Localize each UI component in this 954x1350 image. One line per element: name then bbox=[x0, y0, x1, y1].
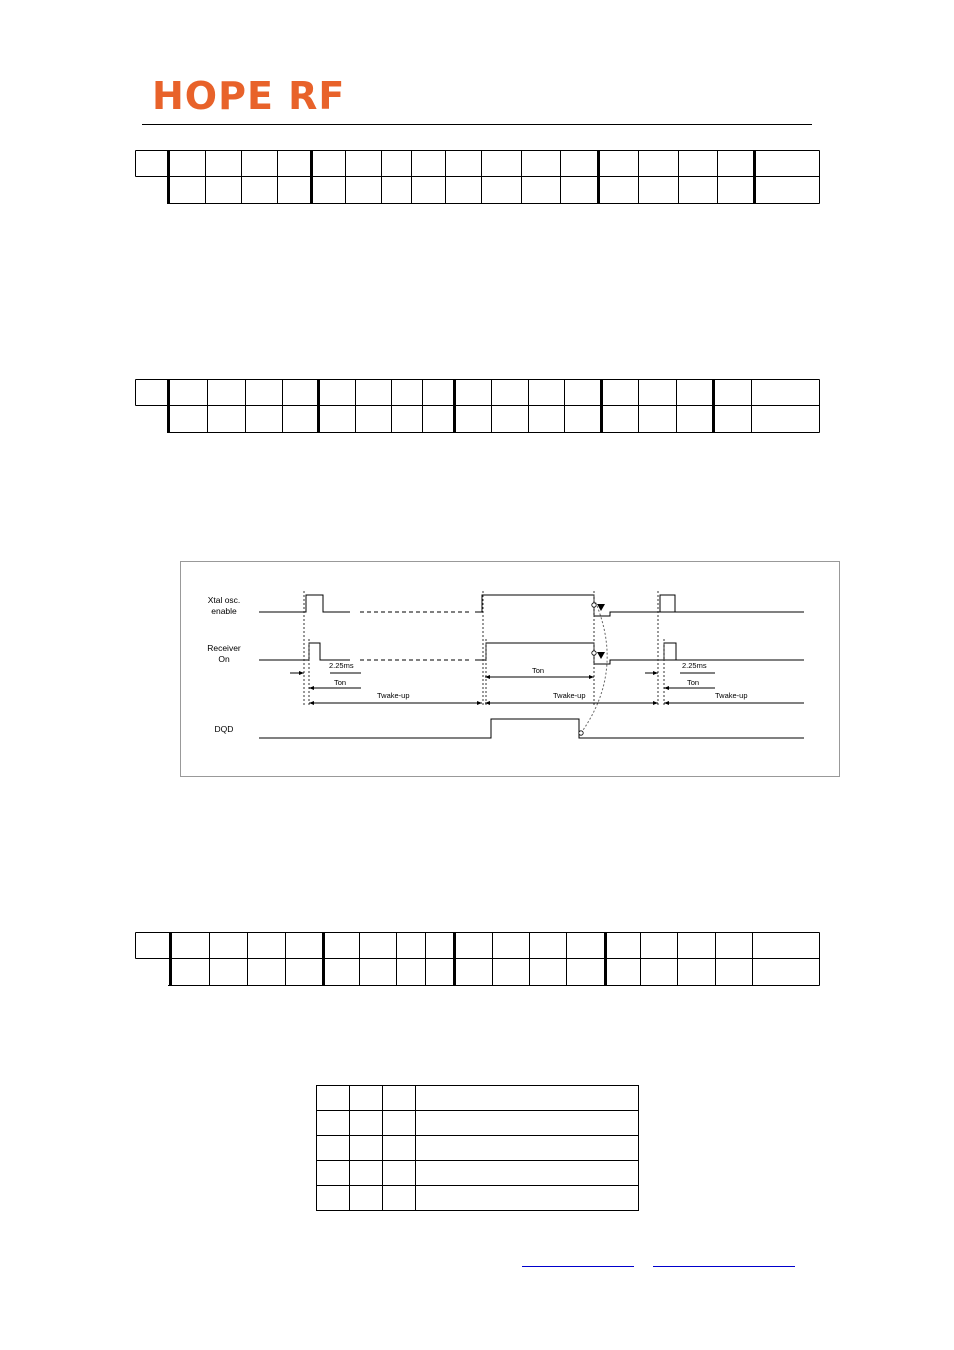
footer-links bbox=[522, 1254, 795, 1270]
register-grid bbox=[135, 379, 820, 433]
annotation-twake-left: Twake-up bbox=[377, 691, 410, 700]
annotation-ton-middle: Ton bbox=[532, 666, 545, 675]
label-receiver-2: On bbox=[218, 654, 230, 664]
annotation-ton-right: Ton bbox=[687, 678, 700, 687]
table-row bbox=[317, 1161, 639, 1186]
table-row bbox=[317, 1086, 639, 1111]
timing-diagram-svg bbox=[180, 561, 840, 777]
register-table-2 bbox=[135, 379, 820, 433]
hope-rf-logo: HOPE RF bbox=[152, 74, 346, 118]
label-dqd: DQD bbox=[214, 724, 234, 734]
diagram-frame bbox=[181, 562, 840, 777]
annotation-twake-middle: Twake-up bbox=[553, 691, 586, 700]
annotation-delay-right: 2.25ms bbox=[682, 661, 707, 670]
annotation-ton-left: Ton bbox=[334, 678, 347, 687]
timing-diagram bbox=[180, 561, 840, 777]
table-row bbox=[317, 1111, 639, 1136]
label-receiver-1: Receiver bbox=[207, 643, 241, 653]
register-grid bbox=[135, 150, 820, 204]
table-row bbox=[317, 1136, 639, 1161]
annotation-delay-left: 2.25ms bbox=[329, 661, 354, 670]
header-rule bbox=[142, 124, 812, 125]
table-row bbox=[317, 1186, 639, 1211]
setting-table bbox=[316, 1085, 639, 1211]
label-xtal-1: Xtal osc. bbox=[207, 595, 241, 605]
footer-link-1[interactable] bbox=[522, 1254, 634, 1267]
register-grid bbox=[135, 932, 820, 986]
label-xtal-2: enable bbox=[211, 606, 237, 616]
register-table-3 bbox=[135, 932, 820, 986]
footer-link-2[interactable] bbox=[653, 1254, 795, 1267]
register-table-1 bbox=[135, 150, 820, 204]
annotation-twake-right: Twake-up bbox=[715, 691, 748, 700]
